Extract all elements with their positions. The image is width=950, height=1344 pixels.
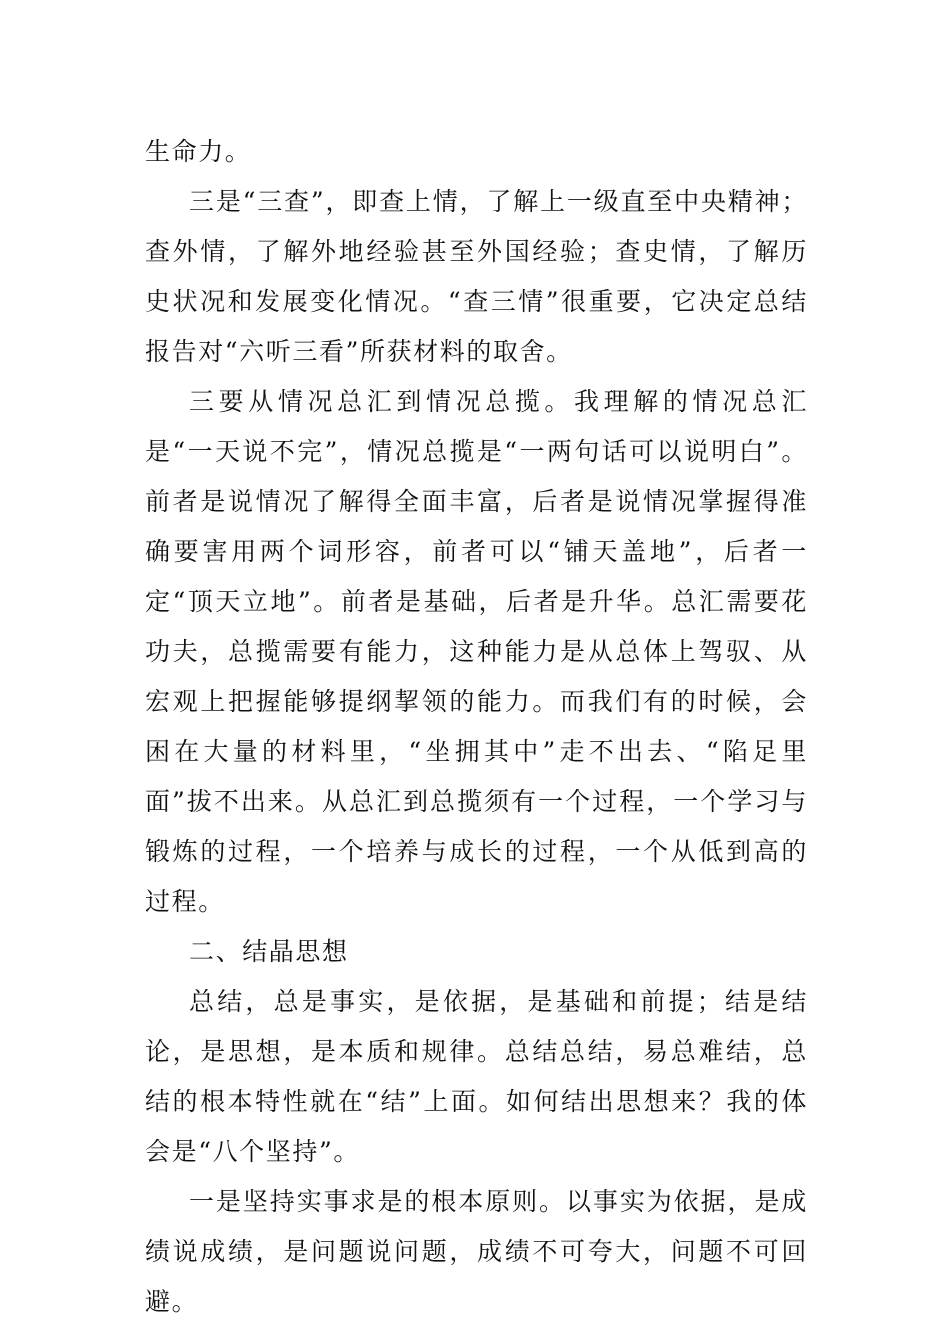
paragraph-three-checks: 三是“三查”，即查上情，了解上一级直至中央精神；查外情，了解外地经验甚至外国经验；查史情，了解历史状况和发展变化情况。“查三情”很重要，它决定总结报告对“六听三看”所获材料的取舍。 (145, 187, 808, 366)
paragraph-summary-to-overview: 三要从情况总汇到情况总揽。我理解的情况总汇是“一天说不完”，情况总揽是“一两句话可以说明白”。前者是说情况了解得全面丰富，后者是说情况掌握得准确要害用两个词形容，前者可以“铺天盖地”，后者一定“顶天立地”。前者是基础，后者是升华。总汇需要花功夫，总揽需要有能力，这种能力是从总体上驾驭、从宏观上把握能够提纲挈领的能力。而我们有的时候，会困在大量的材料里，“坐拥其中”走不出去、“陷足里面”拔不出来。从总汇到总揽须有一个过程，一个学习与锻炼的过程，一个培养与成长的过程，一个从低到高的过程。 (145, 387, 808, 916)
document-body (145, 127, 808, 1327)
paragraph-continuation: 生命力。 (145, 137, 252, 166)
paragraph-seek-truth: 一是坚持实事求是的根本原则。以事实为依据，是成绩说成绩，是问题说问题，成绩不可夸大，问题不可回避。 (145, 1187, 808, 1316)
paragraph-summary-definition: 总结，总是事实，是依据，是基础和前提；结是结论，是思想，是本质和规律。总结总结，易总难结，总结的根本特性就在“结”上面。如何结出思想来？我的体会是“八个坚持”。 (145, 987, 808, 1166)
section-heading-crystallize-thought: 二、结晶思想 (189, 937, 349, 966)
